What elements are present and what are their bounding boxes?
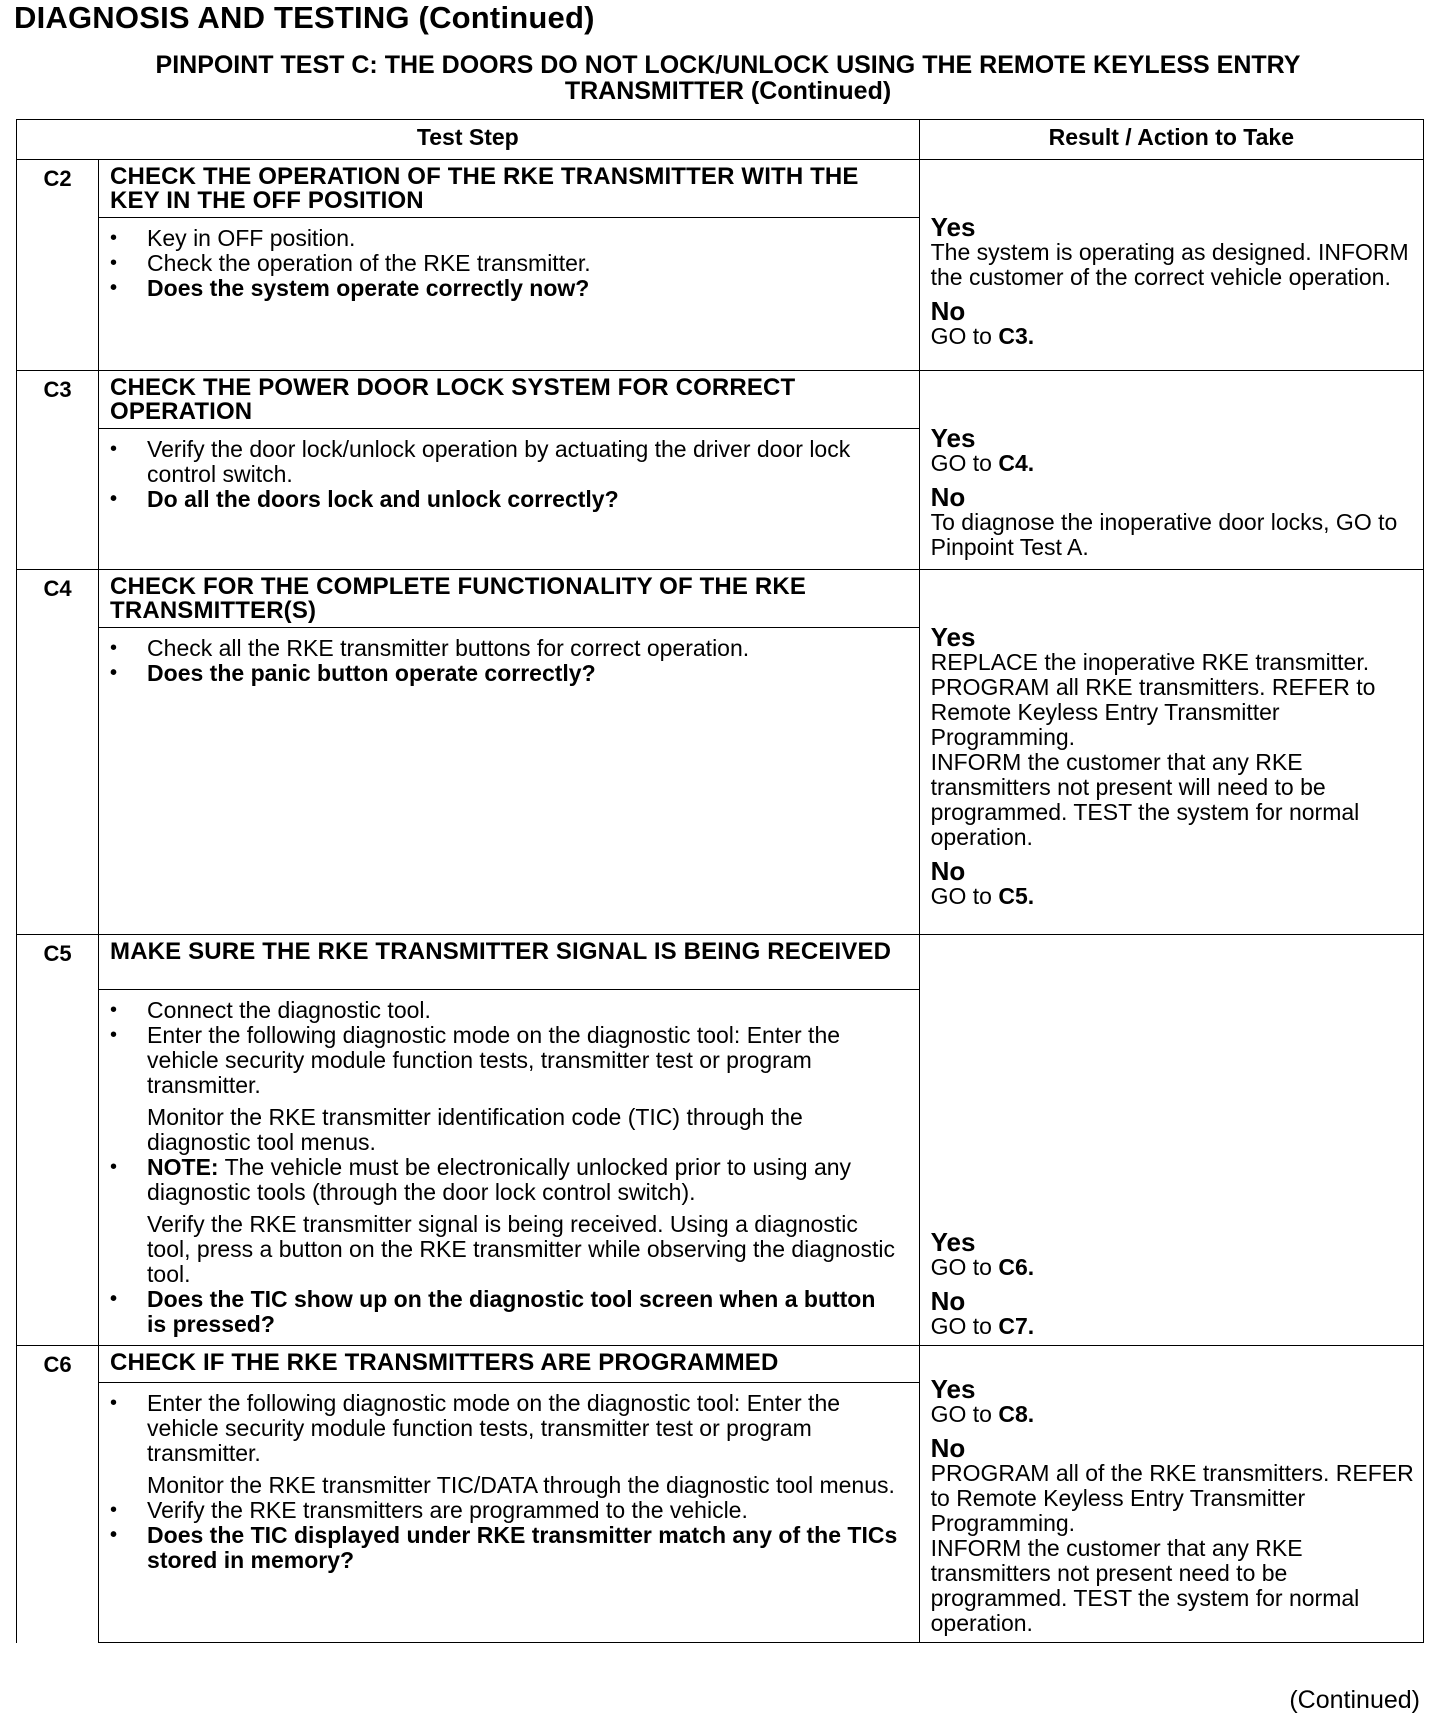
step-id-cell — [17, 371, 99, 570]
no-label: No — [930, 1286, 966, 1316]
step-id: C2 — [43, 166, 72, 191]
table-header-row — [17, 120, 1424, 160]
list-item: • Does the TIC show up on the diagnostic tool screen when a button is pressed? — [109, 1287, 899, 1337]
list-item: • Do all the doors lock and unlock correctly? — [109, 487, 899, 512]
step-id-cell — [17, 160, 99, 371]
step-title: CHECK FOR THE COMPLETE FUNCTIONALITY OF THE RKE TRANSMITTER(S) — [99, 570, 920, 628]
yes-label: Yes — [930, 423, 976, 453]
table-row — [17, 160, 1424, 218]
note-text: The vehicle must be electronically unlocked prior to using any diagnostic tools (through the door lock control switch). — [147, 1154, 852, 1205]
result-cell — [919, 570, 1423, 935]
list-item: • Enter the following diagnostic mode on the diagnostic tool: Enter the vehicle security module function tests, transmitter test or program transmitter. — [109, 1391, 899, 1466]
no-label: No — [930, 856, 966, 886]
table-row — [17, 1346, 1424, 1383]
page-title: DIAGNOSIS AND TESTING (Continued) — [14, 0, 595, 35]
pinpoint-test-title — [0, 52, 1456, 104]
list-item — [109, 1155, 899, 1205]
pinpoint-test-table — [16, 119, 1424, 1643]
step-id-cell — [17, 570, 99, 935]
go-to-text: GO to — [930, 1313, 999, 1339]
list-item: Monitor the RKE transmitter TIC/DATA through the diagnostic tool menus. — [147, 1471, 895, 1498]
no-text: To diagnose the inoperative door locks, GO to Pinpoint Test A. — [930, 509, 1398, 560]
no-label: No — [930, 1433, 966, 1463]
result-cell — [919, 160, 1423, 371]
step-reference: C8. — [998, 1401, 1035, 1427]
continued-label: (Continued) — [1289, 1686, 1420, 1714]
yes-label: Yes — [930, 622, 976, 652]
step-id: C5 — [43, 941, 72, 966]
note-label: NOTE: — [147, 1154, 219, 1180]
pinpoint-test-title-line2: TRANSMITTER (Continued) — [564, 77, 892, 105]
step-reference: C4. — [998, 450, 1035, 476]
yes-text: REPLACE the inoperative RKE transmitter. PROGRAM all RKE transmitters. REFER to Remote Keyless Entry Transmitter Programming. — [930, 649, 1376, 750]
step-body — [99, 218, 920, 371]
list-item: • Verify the RKE transmitters are programmed to the vehicle. — [109, 1498, 899, 1523]
list-item: • Enter the following diagnostic mode on the diagnostic tool: Enter the vehicle security module function tests, transmitter test or program transmitter. — [109, 1023, 899, 1098]
yes-label: Yes — [930, 1374, 976, 1404]
list-item: • Connect the diagnostic tool. — [109, 998, 899, 1023]
step-body — [99, 429, 920, 570]
step-title: CHECK THE POWER DOOR LOCK SYSTEM FOR CORRECT OPERATION — [99, 371, 920, 429]
step-id-cell — [17, 935, 99, 1346]
go-to-text: GO to — [930, 323, 999, 349]
no-text: INFORM the customer that any RKE transmitters not present need to be programmed. TEST the system for normal operation. — [930, 1535, 1360, 1636]
result-cell — [919, 1346, 1423, 1643]
yes-text — [931, 451, 1417, 476]
step-id-cell — [17, 1346, 99, 1643]
result-header: Result / Action to Take — [919, 120, 1423, 160]
list-item: • Verify the door lock/unlock operation by actuating the driver door lock control switch. — [109, 437, 899, 487]
result-cell — [919, 371, 1423, 570]
step-body — [99, 628, 920, 935]
list-item: Monitor the RKE transmitter identification code (TIC) through the diagnostic tool menus. — [147, 1104, 803, 1155]
step-title: CHECK IF THE RKE TRANSMITTERS ARE PROGRAMMED — [99, 1346, 920, 1383]
go-to-text: GO to — [930, 1401, 999, 1427]
step-title: MAKE SURE THE RKE TRANSMITTER SIGNAL IS BEING RECEIVED — [99, 935, 920, 990]
go-to-text: GO to — [930, 1254, 999, 1280]
step-title: CHECK THE OPERATION OF THE RKE TRANSMITTER WITH THE KEY IN THE OFF POSITION — [99, 160, 920, 218]
step-reference: C7. — [998, 1313, 1035, 1339]
list-item: • Key in OFF position. — [109, 226, 899, 251]
list-item: Verify the RKE transmitter signal is being received. Using a diagnostic tool, press a button on the RKE transmitter while observing the diagnostic tool. — [147, 1211, 895, 1287]
no-label: No — [930, 296, 966, 326]
list-item: • Check the operation of the RKE transmitter. — [109, 251, 899, 276]
list-item: • Check all the RKE transmitter buttons for correct operation. — [109, 636, 899, 661]
yes-label: Yes — [930, 1227, 976, 1257]
list-item: • Does the system operate correctly now? — [109, 276, 899, 301]
yes-text — [931, 1255, 1417, 1280]
result-cell — [919, 935, 1423, 1346]
list-item: • Does the TIC displayed under RKE transmitter match any of the TICs stored in memory? — [109, 1523, 899, 1573]
test-step-header: Test Step — [17, 120, 920, 160]
pinpoint-test-title-line1: PINPOINT TEST C: THE DOORS DO NOT LOCK/UNLOCK USING THE REMOTE KEYLESS ENTRY — [155, 51, 1301, 79]
yes-text: INFORM the customer that any RKE transmitters not present will need to be programmed. TEST the system for normal operation. — [930, 749, 1360, 850]
go-to-text: GO to — [930, 883, 999, 909]
table-row — [17, 935, 1424, 990]
no-label: No — [930, 482, 966, 512]
no-text — [931, 324, 1417, 349]
yes-label: Yes — [930, 212, 976, 242]
no-text — [931, 884, 1417, 909]
yes-text — [931, 1402, 1417, 1427]
step-id: C6 — [43, 1352, 72, 1377]
step-body — [99, 1382, 920, 1642]
table-row — [17, 570, 1424, 628]
table-row — [17, 371, 1424, 429]
yes-text: The system is operating as designed. INFORM the customer of the correct vehicle operation. — [930, 239, 1409, 290]
step-reference: C5. — [998, 883, 1035, 909]
step-reference: C3. — [998, 323, 1035, 349]
no-text — [931, 1314, 1417, 1339]
step-reference: C6. — [998, 1254, 1035, 1280]
no-text: PROGRAM all of the RKE transmitters. REFER to Remote Keyless Entry Transmitter Programming. — [930, 1460, 1414, 1536]
step-id: C4 — [43, 576, 72, 601]
go-to-text: GO to — [930, 450, 999, 476]
list-item: • Does the panic button operate correctly? — [109, 661, 899, 686]
step-body — [99, 990, 920, 1346]
step-id: C3 — [43, 377, 72, 402]
